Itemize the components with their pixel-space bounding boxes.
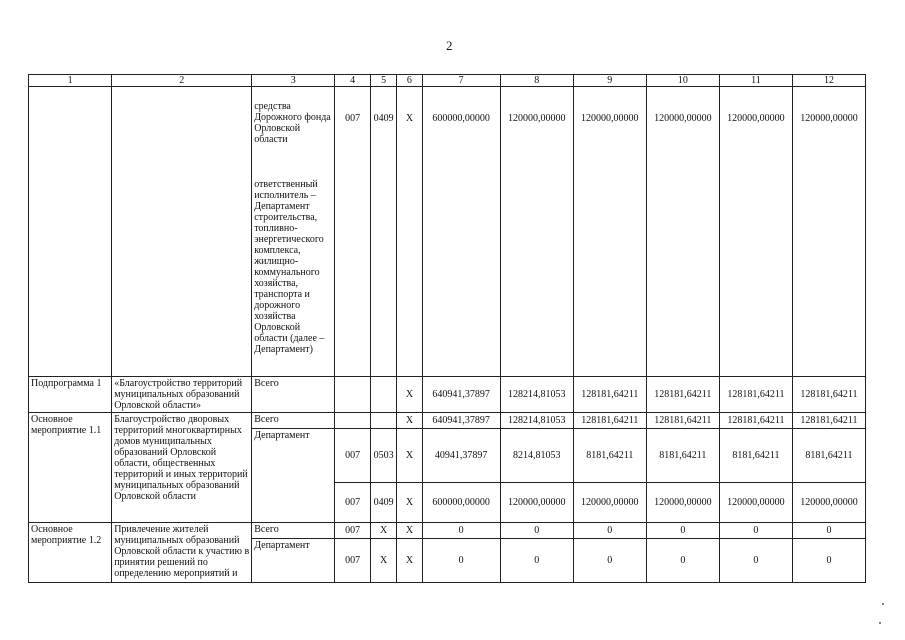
header-cell: 10: [646, 75, 719, 87]
cell-c5: 0409: [370, 87, 396, 377]
cell-c12: 128181,64211: [792, 413, 865, 429]
cell-c11: 128181,64211: [719, 377, 792, 413]
cell-c12: 0: [792, 539, 865, 583]
cell-c4: 007: [335, 87, 371, 377]
cell-c8: 0: [500, 539, 573, 583]
header-cell: 9: [573, 75, 646, 87]
table-row-road-fund: [29, 87, 866, 377]
cell-c11: 0: [719, 539, 792, 583]
cell-c10: 0: [646, 539, 719, 583]
cell-c6: X: [397, 413, 422, 429]
cell-c3: Всего: [252, 377, 335, 413]
cell-c7: 0: [422, 523, 500, 539]
cell-c12: 120000,00000: [792, 87, 865, 377]
header-cell: 12: [792, 75, 865, 87]
cell-c5: 0409: [370, 483, 396, 523]
cell-c2: Благоустройство дворовых территорий многоквартирных домов муниципальных образований Орловской области, общественных территорий и иных территорий муниципальных образований Орловской области: [112, 413, 252, 523]
cell-c6: X: [397, 539, 422, 583]
cell-c5: [370, 413, 396, 429]
header-cell: 7: [422, 75, 500, 87]
cell-c10: 0: [646, 523, 719, 539]
cell-c4: [335, 413, 371, 429]
cell-c7: 600000,00000: [422, 87, 500, 377]
cell-c9: 0: [573, 539, 646, 583]
header-row: [29, 75, 866, 87]
cell-c7: 0: [422, 539, 500, 583]
cell-c7: 640941,37897: [422, 377, 500, 413]
cell-c9: 128181,64211: [573, 377, 646, 413]
cell-c4: 007: [335, 429, 371, 483]
cell-c4: 007: [335, 523, 371, 539]
cell-c11: 128181,64211: [719, 413, 792, 429]
header-cell: 2: [112, 75, 252, 87]
cell-c6: X: [397, 483, 422, 523]
cell-c1: Основное мероприятие 1.2: [29, 523, 112, 583]
header-cell: 1: [29, 75, 112, 87]
responsible-executor: ответственный исполнитель – Департамент строительства, топливно-энергетического комплекса, жилищно-коммунального хозяйства, транспорта и дорожного хозяйства Орловской области (далее – Департамент): [254, 179, 325, 355]
cell-c8: 120000,00000: [500, 483, 573, 523]
cell-c9: 120000,00000: [573, 87, 646, 377]
cell-c3: Всего: [252, 413, 335, 429]
cell-c8: 120000,00000: [500, 87, 573, 377]
cell-c5: X: [370, 523, 396, 539]
cell-c5: 0503: [370, 429, 396, 483]
cell-c7: 600000,00000: [422, 483, 500, 523]
cell-c8: 0: [500, 523, 573, 539]
cell-c10: 120000,00000: [646, 87, 719, 377]
cell-c12: 120000,00000: [792, 483, 865, 523]
cell-c7: 640941,37897: [422, 413, 500, 429]
cell-c6: X: [397, 523, 422, 539]
cell-c5: [370, 377, 396, 413]
cell-c8: 8214,81053: [500, 429, 573, 483]
cell-c10: 8181,64211: [646, 429, 719, 483]
cell-c12: 8181,64211: [792, 429, 865, 483]
table-row-subprogram-1: [29, 377, 866, 413]
table-row-activity-1-1-total: [29, 413, 866, 429]
header-cell: 5: [370, 75, 396, 87]
cell-c10: 128181,64211: [646, 413, 719, 429]
cell-c12: 0: [792, 523, 865, 539]
cell-c7: 40941,37897: [422, 429, 500, 483]
cell-c2: «Благоустройство территорий муниципальных образований Орловской области»: [112, 377, 252, 413]
cell-c12: 128181,64211: [792, 377, 865, 413]
cell-c4: [335, 377, 371, 413]
budget-table: [28, 74, 866, 583]
header-cell: 6: [397, 75, 422, 87]
header-cell: 4: [335, 75, 371, 87]
cell-c9: 128181,64211: [573, 413, 646, 429]
cell-c8: 128214,81053: [500, 377, 573, 413]
cell-c1: Подпрограмма 1: [29, 377, 112, 413]
cell-c8: 128214,81053: [500, 413, 573, 429]
cell-c6: X: [397, 429, 422, 483]
cell-c2: Привлечение жителей муниципальных образований Орловской области к участию в принятии решений по определению мероприятий и: [112, 523, 252, 583]
cell-c3: Департамент: [252, 429, 335, 523]
scan-speck: [882, 603, 884, 605]
header-cell: 3: [252, 75, 335, 87]
cell-c11: 120000,00000: [719, 87, 792, 377]
funding-source: средства Дорожного фонда Орловской области: [254, 101, 331, 145]
cell-c9: 0: [573, 523, 646, 539]
cell-c11: 0: [719, 523, 792, 539]
scan-speck: [879, 622, 881, 624]
cell-c5: X: [370, 539, 396, 583]
cell-c4: 007: [335, 483, 371, 523]
cell-c9: 120000,00000: [573, 483, 646, 523]
cell-c11: 8181,64211: [719, 429, 792, 483]
cell-c10: 128181,64211: [646, 377, 719, 413]
cell-c10: 120000,00000: [646, 483, 719, 523]
table-row-activity-1-2-total: [29, 523, 866, 539]
header-cell: 11: [719, 75, 792, 87]
cell-c6: X: [397, 377, 422, 413]
cell-c9: 8181,64211: [573, 429, 646, 483]
cell-c6: X: [397, 87, 422, 377]
cell-c3: Всего: [252, 523, 335, 539]
funding-source-cell: [252, 87, 335, 377]
cell-c1: Основное мероприятие 1.1: [29, 413, 112, 523]
cell-c3: Департамент: [252, 539, 335, 583]
page-number: 2: [446, 38, 453, 53]
cell-c11: 120000,00000: [719, 483, 792, 523]
cell-c4: 007: [335, 539, 371, 583]
header-cell: 8: [500, 75, 573, 87]
